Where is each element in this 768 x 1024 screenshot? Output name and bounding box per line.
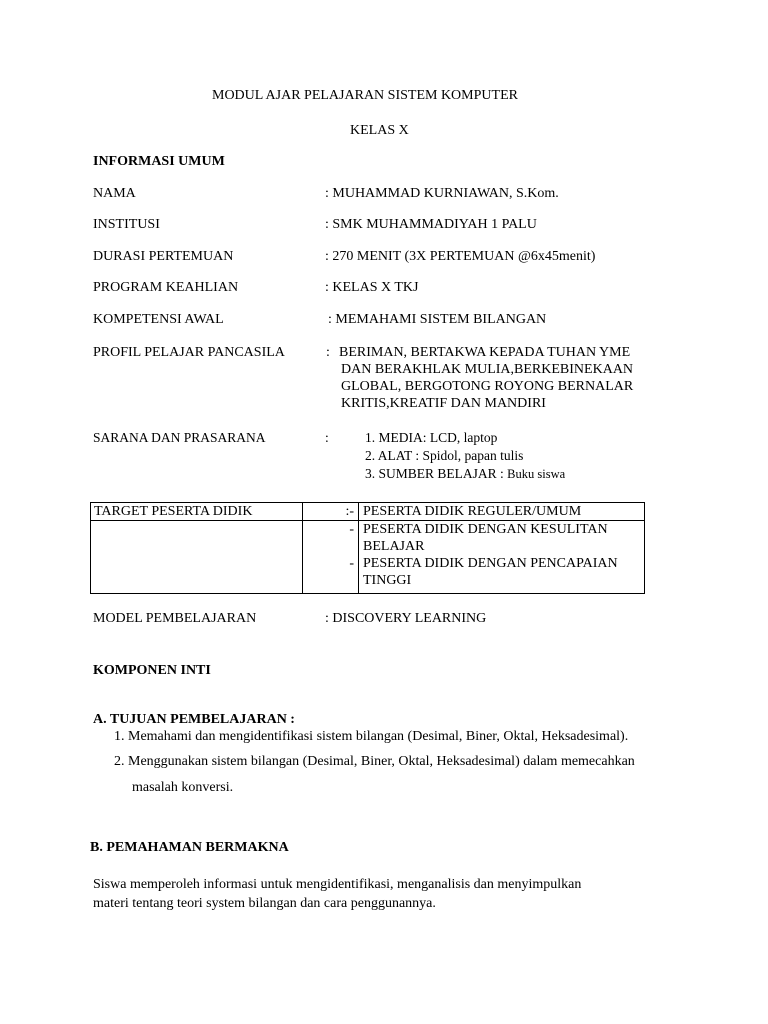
target-sep-text: - — [349, 522, 354, 537]
target-empty-cell — [91, 521, 303, 594]
profil-line: DAN BERAKHLAK MULIA,BERKEBINEKAAN — [341, 362, 634, 377]
program-value: : KELAS X TKJ — [325, 280, 419, 295]
tujuan-item: 1. Memahami dan mengidentifikasi sistem bilangan (Desimal, Biner, Oktal, Heksadesimal). — [114, 729, 629, 744]
model-value: : DISCOVERY LEARNING — [325, 611, 487, 626]
target-table — [90, 502, 645, 594]
target-row2-seps — [303, 521, 359, 594]
tujuan-item-cont: masalah konversi. — [132, 780, 234, 795]
nama-value: : MUHAMMAD KURNIAWAN, S.Kom. — [325, 186, 559, 201]
target-value: PESERTA DIDIK DENGAN KESULITAN BELAJAR — [363, 522, 608, 554]
sarana-item: 2. ALAT : Spidol, papan tulis — [365, 448, 524, 463]
durasi-label: DURASI PERTEMUAN — [93, 249, 234, 264]
target-row-body — [91, 521, 645, 594]
nama-label: NAMA — [93, 186, 136, 201]
sarana-item — [365, 465, 565, 483]
target-value: PESERTA DIDIK DENGAN PENCAPAIAN TINGGI — [363, 556, 618, 588]
profil-line: GLOBAL, BERGOTONG ROYONG BERNALAR — [341, 379, 634, 394]
kompetensi-label: KOMPETENSI AWAL — [93, 312, 224, 327]
target-label: TARGET PESERTA DIDIK — [91, 503, 303, 521]
profil-line: BERIMAN, BERTAKWA KEPADA TUHAN YME — [339, 345, 631, 360]
institusi-label: INSTITUSI — [93, 217, 160, 232]
komponen-heading: KOMPONEN INTI — [93, 663, 211, 678]
target-row1-value: PESERTA DIDIK REGULER/UMUM — [359, 503, 645, 521]
tujuan-item: 2. Menggunakan sistem bilangan (Desimal, Biner, Oktal, Heksadesimal) dalam memecahkan — [114, 754, 635, 769]
institusi-value: : SMK MUHAMMADIYAH 1 PALU — [325, 217, 537, 232]
class-subtitle: KELAS X — [350, 123, 409, 138]
profil-line: KRITIS,KREATIF DAN MANDIRI — [341, 396, 546, 411]
pemahaman-line: Siswa memperoleh informasi untuk mengidentifikasi, menganalisis dan menyimpulkan — [93, 877, 582, 892]
profil-label: PROFIL PELAJAR PANCASILA — [93, 345, 285, 360]
sarana-label: SARANA DAN PRASARANA — [93, 430, 266, 445]
info-heading: INFORMASI UMUM — [93, 154, 225, 169]
target-sep-text: :- — [345, 504, 354, 519]
durasi-value: : 270 MENIT (3X PERTEMUAN @6x45menit) — [325, 249, 596, 264]
target-row1-sep — [303, 503, 359, 521]
program-label: PROGRAM KEAHLIAN — [93, 280, 239, 295]
sarana-colon: : — [325, 430, 329, 445]
target-sep-text: - — [349, 556, 354, 571]
pemahaman-heading: B. PEMAHAMAN BERMAKNA — [90, 840, 289, 855]
document-title: MODUL AJAR PELAJARAN SISTEM KOMPUTER — [212, 88, 518, 103]
kompetensi-value: : MEMAHAMI SISTEM BILANGAN — [328, 312, 547, 327]
profil-colon: : — [326, 345, 330, 360]
sarana-item: 1. MEDIA: LCD, laptop — [365, 430, 498, 445]
pemahaman-line: materi tentang teori system bilangan dan cara penggunannya. — [93, 896, 436, 911]
target-row-header — [91, 503, 645, 521]
target-row2-values — [359, 521, 645, 594]
sarana-item3-tail: Buku siswa — [507, 467, 566, 481]
sarana-item3-main: 3. SUMBER BELAJAR : — [365, 466, 508, 481]
model-label: MODEL PEMBELAJARAN — [93, 611, 257, 626]
tujuan-heading: A. TUJUAN PEMBELAJARAN : — [93, 712, 295, 727]
